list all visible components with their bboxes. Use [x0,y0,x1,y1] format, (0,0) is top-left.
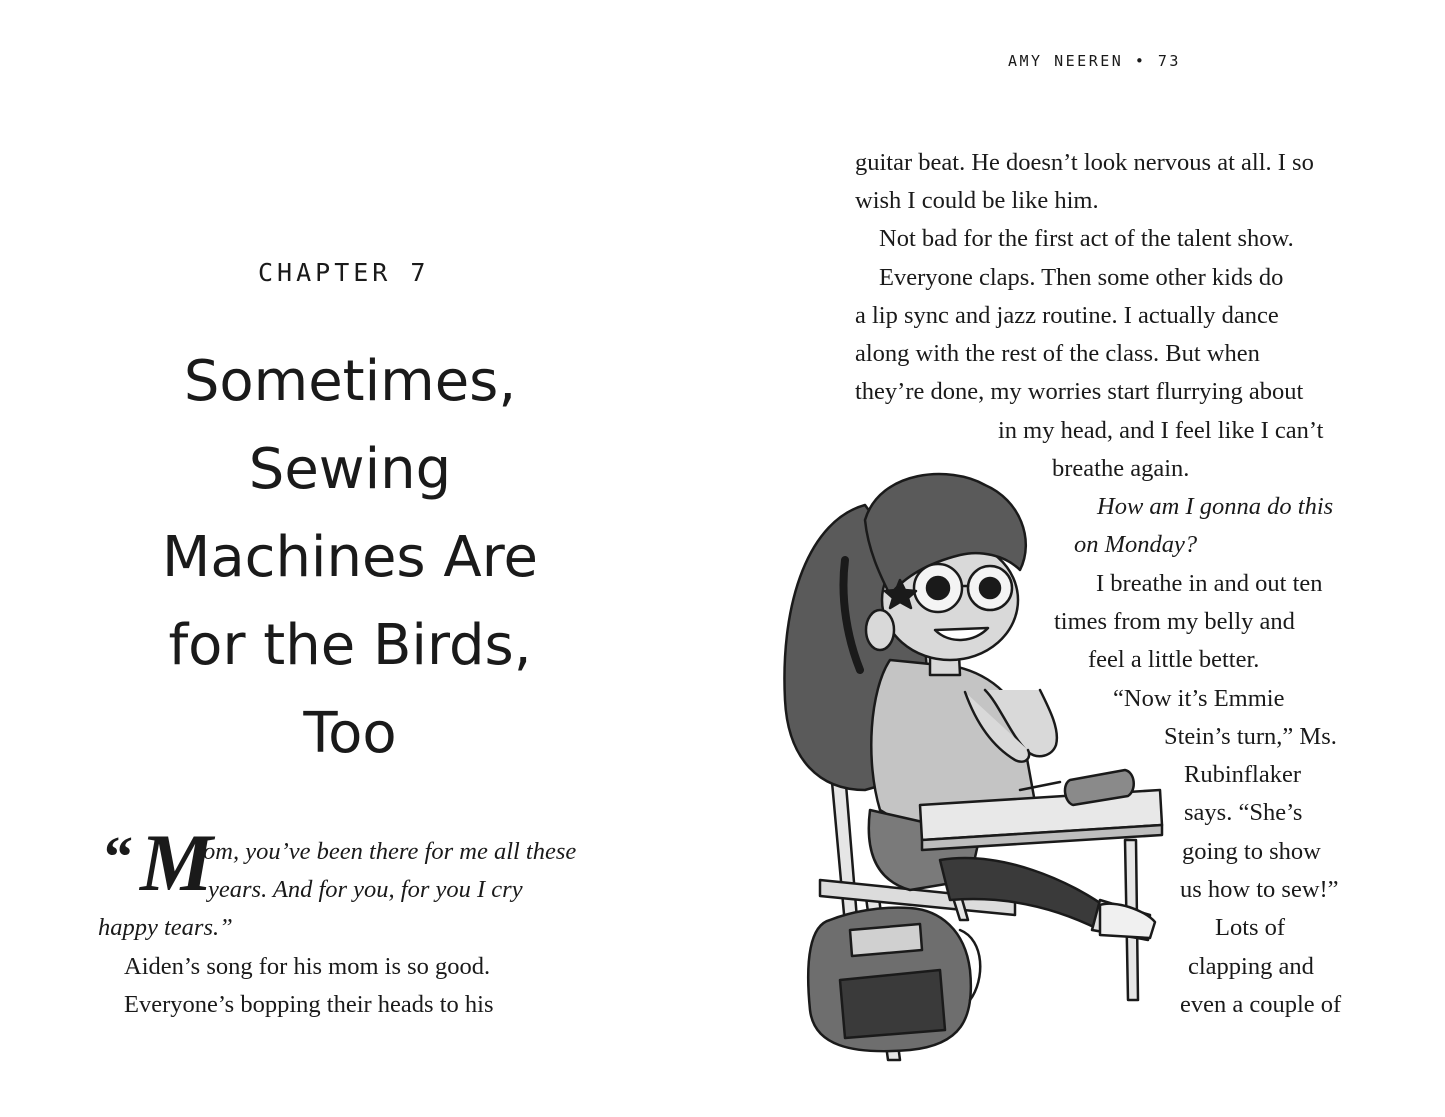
drop-cap-quote: “ [104,824,133,889]
chapter-label: CHAPTER 7 [258,258,430,287]
drop-cap-letter: M [140,817,213,908]
text-line: How am I gonna do this [1097,493,1334,520]
text-line: wish I could be like him. [855,187,1099,214]
text-line: Everyone’s bopping their heads to his [124,991,494,1018]
girl-at-desk-illustration [770,460,1170,1070]
text-line: Stein’s turn,” Ms. [1164,723,1337,750]
text-line: says. “She’s [1184,799,1303,826]
text-line: breathe again. [1052,455,1190,482]
text-line: happy tears.” [98,914,233,941]
text-line: om, you’ve been there for me all these [203,838,577,865]
text-line: guitar beat. He doesn’t look nervous at all. I so [855,149,1314,176]
text-line: Lots of [1215,914,1286,941]
text-line: “Now it’s Emmie [1113,685,1285,712]
text-line: clapping and [1188,953,1314,980]
chapter-title-line: Sewing [248,437,452,502]
text-line: going to show [1182,838,1321,865]
text-line: feel a little better. [1088,646,1260,673]
text-line: along with the rest of the class. But when [855,340,1260,367]
text-line: us how to sew!” [1180,876,1339,903]
chapter-title [90,338,610,778]
text-line: times from my belly and [1054,608,1295,635]
text-line: I breathe in and out ten [1096,570,1323,597]
chapter-title-line: Machines Are [162,525,538,590]
chapter-title-line: Too [303,701,397,766]
text-line: they’re done, my worries start flurrying about [855,378,1304,405]
chapter-title-line: for the Birds, [168,613,532,678]
text-line: even a couple of [1180,991,1342,1018]
text-line: on Monday? [1074,531,1198,558]
text-line: a lip sync and jazz routine. I actually dance [855,302,1279,329]
chapter-title-line: Sometimes, [183,349,517,414]
text-line: Aiden’s song for his mom is so good. [124,953,491,980]
text-line: in my head, and I feel like I can’t [998,417,1324,444]
text-line: years. And for you, for you I cry [208,876,523,903]
text-line: Not bad for the first act of the talent show. [879,225,1294,252]
text-line: Rubinflaker [1184,761,1302,788]
running-head: AMY NEEREN • 73 [1008,52,1181,70]
text-line: Everyone claps. Then some other kids do [879,264,1284,291]
